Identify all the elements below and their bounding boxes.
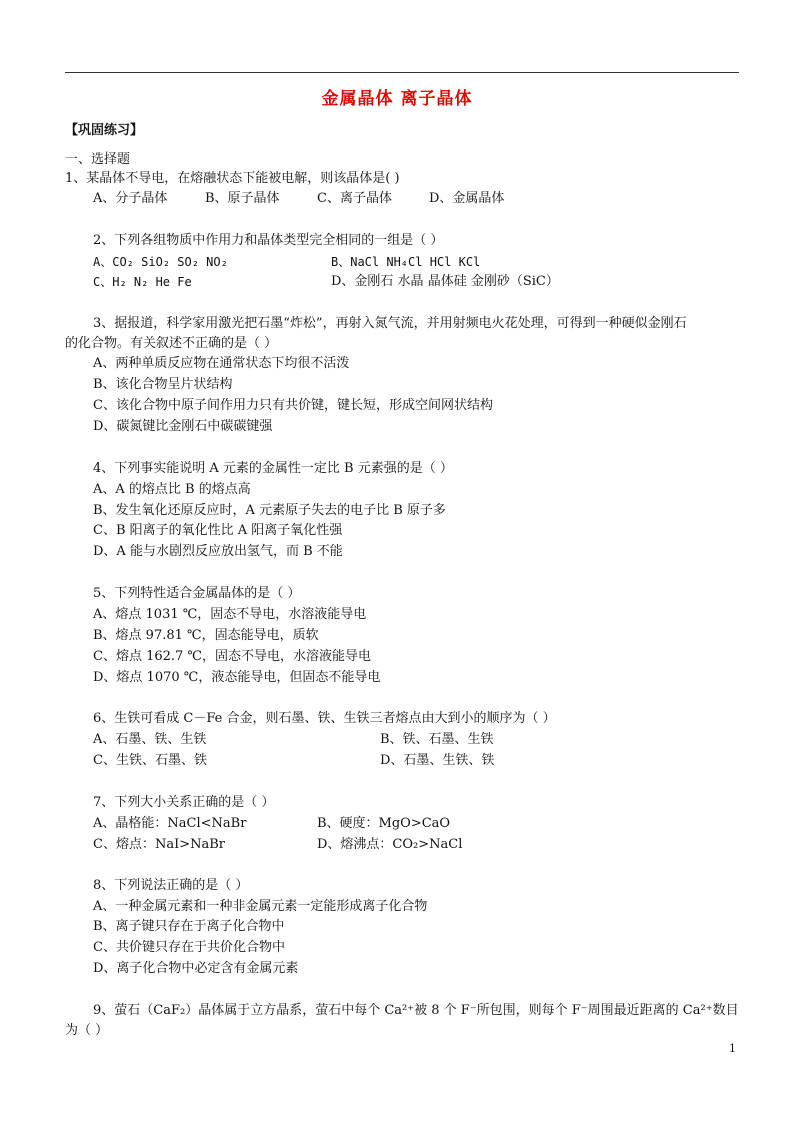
q3-option-d: D、碳氮键比金刚石中碳碳键强 [93,419,273,434]
q7-option-b: B、硬度：MgO>CaO [317,816,451,831]
q4-option-d: D、A 能与水剧烈反应放出氢气，而 B 不能 [93,544,343,559]
question-1-stem: 1、某晶体不导电，在熔融状态下能被电解，则该晶体是( ) [65,171,400,186]
question-3-stem: 3、据报道，科学家用激光把石墨“炸松”，再射入氮气流，并用射频电火花处理，可得到一种硬似金刚石 [93,316,687,331]
section-label: 【巩固练习】 [65,123,144,138]
q5-option-a: A、熔点 1031 ℃，固态不导电，水溶液能导电 [93,607,367,622]
q7-option-a: A、晶格能：NaCl<NaBr [93,816,247,831]
question-5-stem: 5、下列特性适合金属晶体的是（ ） [93,586,301,601]
q6-option-d: D、石墨、生铁、铁 [380,753,495,768]
question-7-stem: 7、下列大小关系正确的是（ ） [93,795,275,810]
question-4-stem: 4、下列事实能说明 A 元素的金属性一定比 B 元素强的是（ ） [93,461,453,476]
q2-option-c: C、H₂ N₂ He Fe [93,275,192,289]
q1-option-c: C、离子晶体 [317,191,392,206]
q4-option-c: C、B 阳离子的氧化性比 A 阳离子氧化性强 [93,523,343,538]
question-8-stem: 8、下列说法正确的是（ ） [93,878,249,893]
q3-option-c: C、该化合物中原子间作用力只有共价键，键长短，形成空间网状结构 [93,398,493,413]
question-3-stem-continued: 的化合物。有关叙述不正确的是（ ） [65,336,278,351]
q8-option-a: A、一种金属元素和一种非金属元素一定能形成离子化合物 [93,899,428,914]
q1-option-d: D、金属晶体 [429,191,505,206]
q2-option-d: D、金刚石 水晶 晶体硅 金刚砂（SiC） [331,274,559,289]
q5-option-b: B、熔点 97.81 ℃，固态能导电，质软 [93,628,319,643]
q3-option-b: B、该化合物呈片状结构 [93,377,233,392]
q6-option-b: B、铁、石墨、生铁 [380,732,494,747]
q2-option-b: B、NaCl NH₄Cl HCl KCl [331,255,481,269]
q5-option-c: C、熔点 162.7 ℃，固态不导电，水溶液能导电 [93,649,371,664]
page-number: 1 [729,1042,736,1055]
page-title: 金属晶体 离子晶体 [321,89,473,109]
q7-option-c: C、熔点：NaI>NaBr [93,837,225,852]
q2-option-a: A、CO₂ SiO₂ SO₂ NO₂ [93,255,228,269]
question-6-stem: 6、生铁可看成 C－Fe 合金，则石墨、铁、生铁三者熔点由大到小的顺序为（ ） [93,711,556,726]
q1-option-a: A、分子晶体 [93,191,168,206]
q6-option-c: C、生铁、石墨、铁 [93,753,207,768]
q7-option-d: D、熔沸点：CO₂>NaCl [317,837,463,852]
q6-option-a: A、石墨、铁、生铁 [93,732,207,747]
q8-option-c: C、共价键只存在于共价化合物中 [93,940,285,955]
q4-option-a: A、A 的熔点比 B 的熔点高 [93,482,251,497]
q5-option-d: D、熔点 1070 ℃，液态能导电，但固态不能导电 [93,670,381,685]
question-9-stem: 9、萤石（CaF₂）晶体属于立方晶系，萤石中每个 Ca²⁺被 8 个 F⁻所包围，则每个 F⁻周围最近距离的 Ca²⁺数目 [93,1003,739,1018]
part-heading: 一、选择题 [65,152,131,167]
q1-option-b: B、原子晶体 [205,191,280,206]
header-rule [65,72,739,73]
q3-option-a: A、两种单质反应物在通常状态下均很不活泼 [93,356,350,371]
q8-option-d: D、离子化合物中必定含有金属元素 [93,961,299,976]
question-9-stem-continued: 为（ ） [65,1023,109,1038]
q4-option-b: B、发生氧化还原反应时，A 元素原子失去的电子比 B 原子多 [93,503,446,518]
q8-option-b: B、离子键只存在于离子化合物中 [93,919,285,934]
question-2-stem: 2、下列各组物质中作用力和晶体类型完全相同的一组是（ ） [93,233,444,248]
